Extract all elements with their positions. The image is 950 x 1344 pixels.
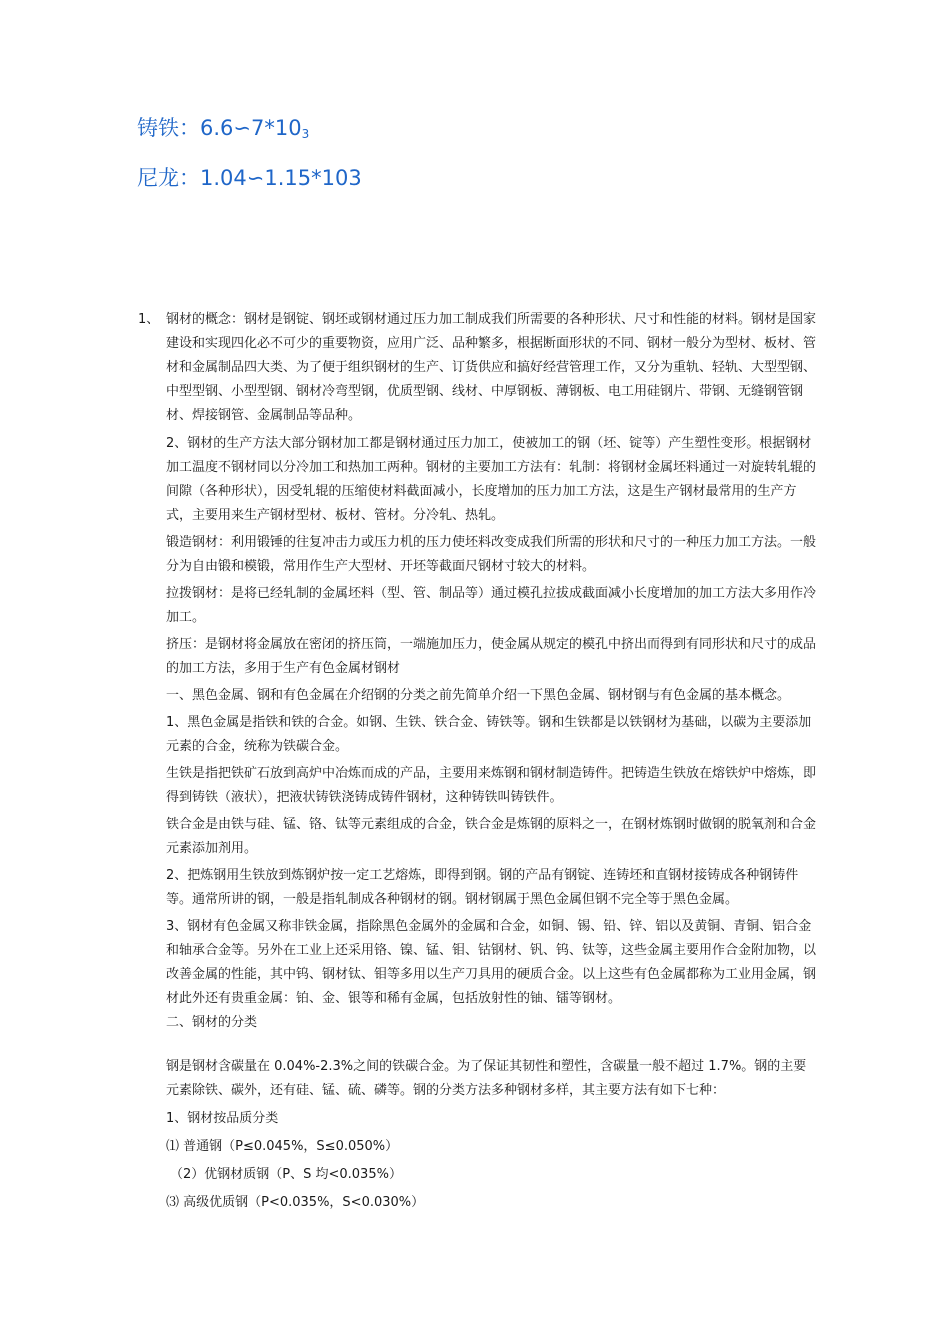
list-heading-quality: 1、钢材按品质分类 bbox=[166, 1111, 279, 1126]
heading-cast-iron bbox=[137, 112, 309, 142]
heading-cast-iron-subscript: 3 bbox=[301, 127, 310, 141]
paragraph-ferroalloy: 铁合金是由铁与硅、锰、铬、钛等元素组成的合金，铁合金是炼钢的原料之一，在钢材炼钢时做钢的脱氧剂和合金元素添加剂用。 bbox=[166, 817, 817, 856]
document-body bbox=[138, 308, 818, 1215]
paragraph-drawing: 拉拨钢材：是将已经轧制的金属坯料（型、管、制品等）通过模孔拉拔成截面减小长度增加的加工方法大多用作冷加工。 bbox=[166, 586, 817, 625]
list-item-ordinary-steel: ⑴ 普通钢（P≤0.045%，S≤0.050%） bbox=[166, 1139, 399, 1154]
paragraph-extrusion: 挤压：是钢材将金属放在密闭的挤压筒，一端施加压力，使金属从规定的模孔中挤出而得到有同形状和尺寸的成品的加工方法，多用于生产有色金属材钢材 bbox=[166, 637, 817, 676]
paragraph-steel-definition: 钢是钢材含碳量在 0.04%-2.3%之间的铁碳合金。为了保证其韧性和塑性，含碳量一般不超过 1.7%。钢的主要元素除铁、碳外，还有硅、锰、硫、磷等。钢的分类方法多种钢材多样，其主要方法有如下七种： bbox=[166, 1059, 807, 1098]
paragraph-forging: 锻造钢材：利用锻锤的往复冲击力或压力机的压力使坯料改变成我们所需的形状和尺寸的一种压力加工方法。一般分为自由锻和模锻，常用作生产大型材、开坯等截面尺钢材寸较大的材料。 bbox=[166, 535, 817, 574]
paragraph-ferrous-intro: 一、黑色金属、钢和有色金属在介绍钢的分类之前先简单介绍一下黑色金属、钢材钢与有色金属的基本概念。 bbox=[166, 688, 791, 703]
list-item-quality-steel: （2）优钢材质钢（P、S 均<0.035%） bbox=[170, 1167, 402, 1182]
list-item-high-quality-steel: ⑶ 高级优质钢（P<0.035%，S<0.030%） bbox=[166, 1195, 425, 1210]
paragraph-ferrous-metal: 1、黑色金属是指铁和铁的合金。如钢、生铁、铁合金、铸铁等。钢和生铁都是以铁钢材为基础，以碳为主要添加元素的合金，统称为铁碳合金。 bbox=[166, 715, 812, 754]
heading-nylon: 尼龙：1.04∽1.15*103 bbox=[137, 166, 362, 190]
paragraph-production-method: 2、钢材的生产方法大部分钢材加工都是钢材通过压力加工，使被加工的钢（坯、锭等）产生塑性变形。根据钢材加工温度不钢材同以分冷加工和热加工两种。钢材的主要加工方法有：轧制：将钢材金属坯料通过一对旋转轧辊的间隙（各种形状），因受轧辊的压缩使材料截面减小，长度增加的压力加工方法，这是生产钢材最常用的生产方式，主要用来生产钢材型材、板材、管材。分冷轧、热轧。 bbox=[166, 436, 817, 523]
list-number: 1、 bbox=[138, 312, 160, 327]
section-heading-classification: 二、钢材的分类 bbox=[166, 1015, 258, 1030]
paragraph-nonferrous: 3、钢材有色金属又称非铁金属，指除黑色金属外的金属和合金，如铜、锡、铅、锌、铝以及黄铜、青铜、铝合金和轴承合金等。另外在工业上还采用铬、镍、锰、钼、钴钢材、钒、钨、钛等，这些金属主要用作合金附加物，以改善金属的性能，其中钨、钢材钛、钼等多用以生产刀具用的硬质合金。以上这些有色金属都称为工业用金属，钢材此外还有贵重金属：铂、金、银等和稀有金属，包括放射性的铀、镭等钢材。 bbox=[166, 919, 817, 1006]
paragraph-pig-iron: 生铁是指把铁矿石放到高炉中冶炼而成的产品，主要用来炼钢和钢材制造铸件。把铸造生铁放在熔铁炉中熔炼，即得到铸铁（液状），把液状铸铁浇铸成铸件钢材，这种铸铁叫铸铁件。 bbox=[166, 766, 817, 805]
list-item-steel-concept bbox=[138, 308, 818, 428]
paragraph-steel-concept: 钢材的概念：钢材是钢锭、钢坯或钢材通过压力加工制成我们所需要的各种形状、尺寸和性能的材料。钢材是国家建设和实现四化必不可少的重要物资，应用广泛、品种繁多，根据断面形状的不同、钢材一般分为型材、板材、管材和金属制品四大类、为了便于组织钢材的生产、订货供应和搞好经营管理工作，又分为重轨、轻轨、大型型钢、中型型钢、小型型钢、钢材冷弯型钢，优质型钢、线材、中厚钢板、薄钢板、电工用硅钢片、带钢、无缝钢管钢材、焊接钢管、金属制品等品种。 bbox=[166, 312, 817, 423]
heading-cast-iron-text: 铸铁：6.6∽7*10 bbox=[137, 116, 302, 140]
paragraph-steel-making: 2、把炼钢用生铁放到炼钢炉按一定工艺熔炼，即得到钢。钢的产品有钢锭、连铸坯和直钢材接铸成各种钢铸件等。通常所讲的钢，一般是指轧制成各种钢材的钢。钢材钢属于黑色金属但钢不完全等于黑色金属。 bbox=[166, 868, 799, 907]
